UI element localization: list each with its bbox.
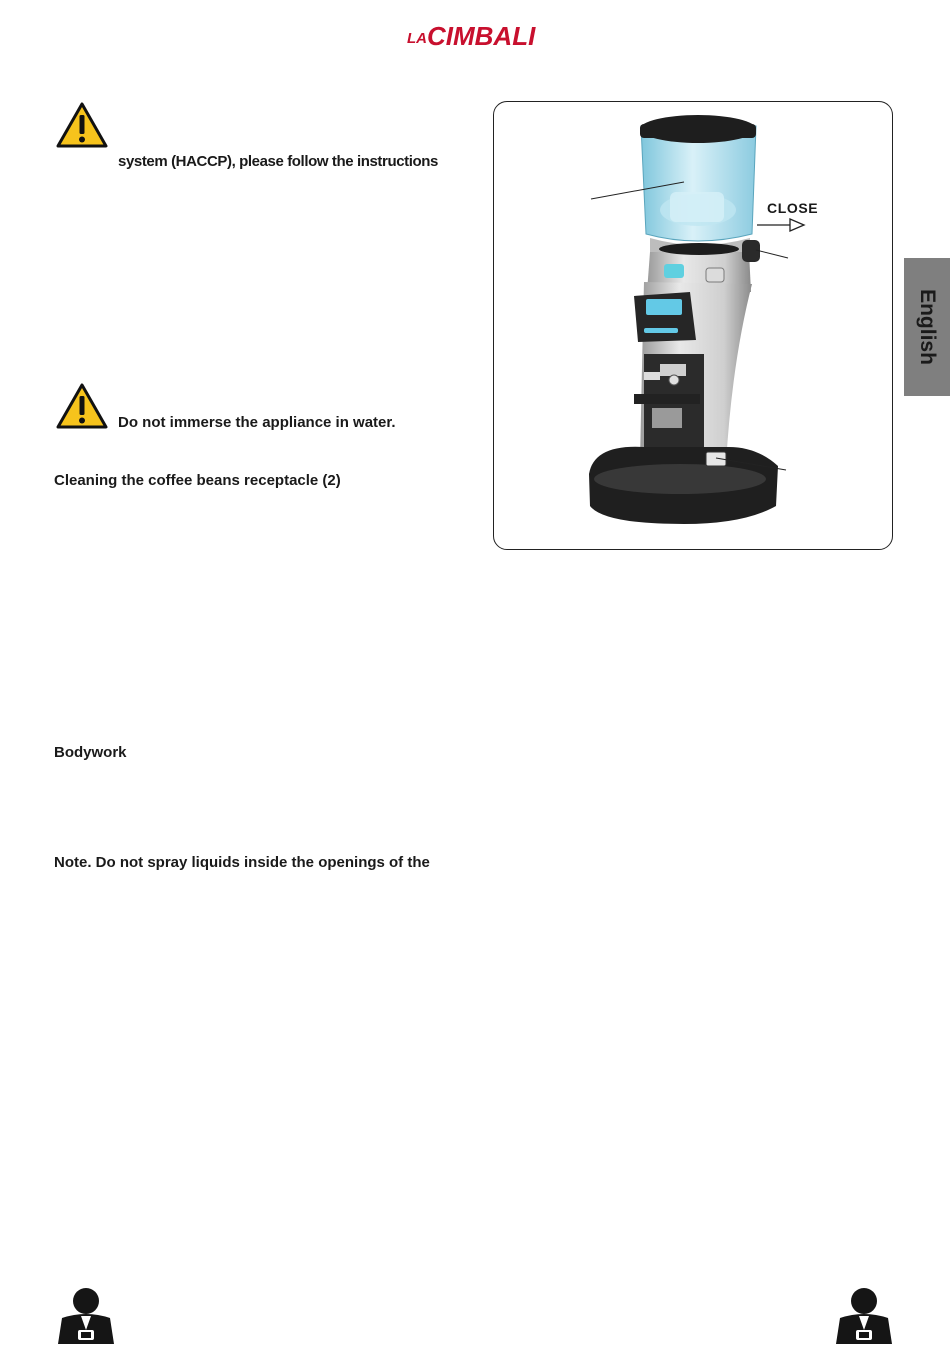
close-label: CLOSE xyxy=(767,200,819,216)
heading-bodywork: Bodywork xyxy=(54,744,127,761)
brand-logo xyxy=(405,18,545,54)
logo-name: CIMBALI xyxy=(427,21,536,51)
warning-triangle-icon xyxy=(55,101,109,149)
warning-1-text: system (HACCP), please follow the instructions xyxy=(118,153,438,170)
heading-cleaning-beans: Cleaning the coffee beans receptacle (2) xyxy=(54,472,341,489)
language-tab-label: English xyxy=(916,289,939,365)
grinder-illustration xyxy=(494,102,894,551)
figure-frame xyxy=(493,101,893,550)
warning-triangle-icon xyxy=(55,382,109,430)
logo-prefix: LA xyxy=(407,30,427,47)
barista-icon xyxy=(54,1286,118,1344)
note-text: Note. Do not spray liquids inside the openings of the xyxy=(54,854,430,871)
barista-icon xyxy=(832,1286,896,1344)
language-tab xyxy=(904,258,950,396)
warning-2-text: Do not immerse the appliance in water. xyxy=(118,414,396,431)
